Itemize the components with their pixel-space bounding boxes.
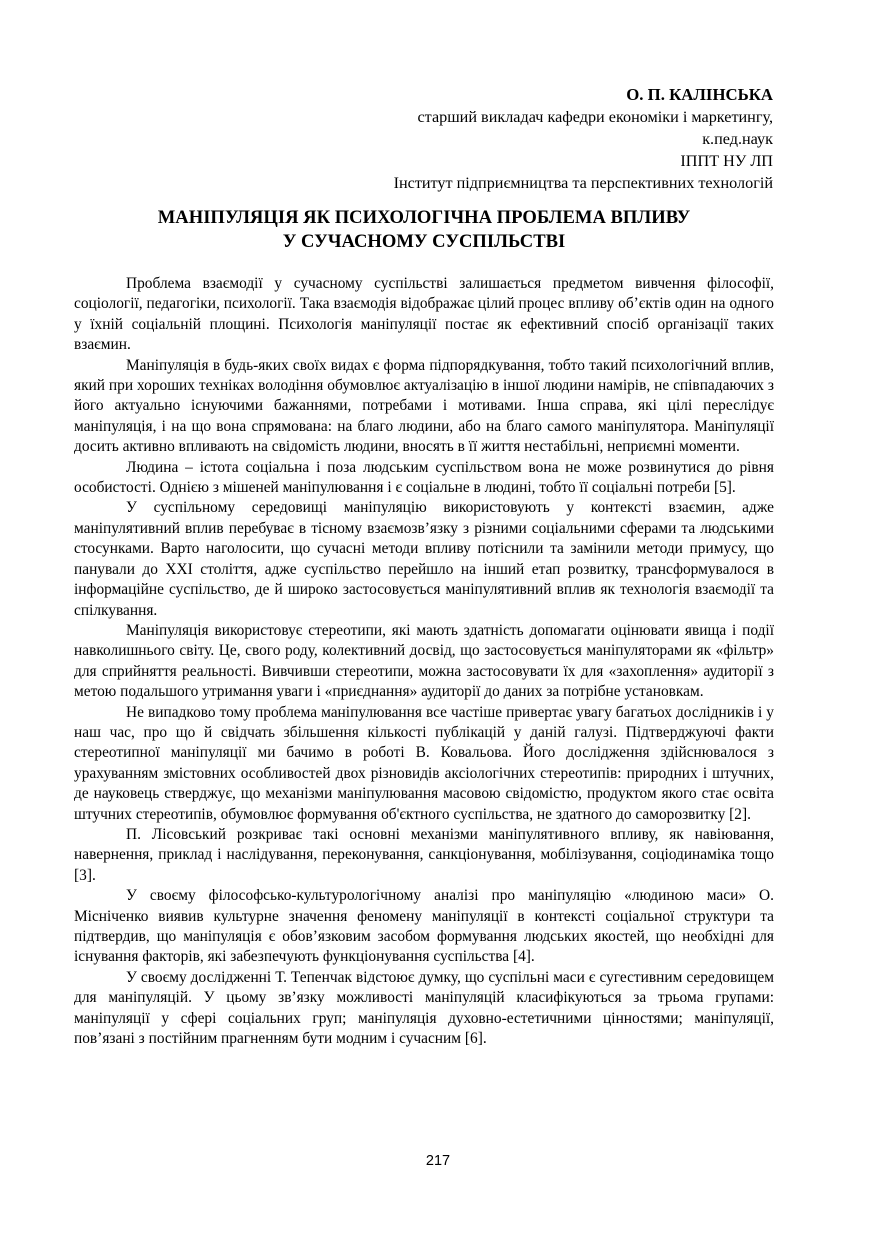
article-title-line-1: МАНІПУЛЯЦІЯ ЯК ПСИХОЛОГІЧНА ПРОБЛЕМА ВПЛИВУ: [157, 207, 691, 228]
paragraph: Людина – істота соціальна і поза людським суспільством вона не може розвинутися до рівня особистості. Однією з мішеней маніпулювання і є соціальне в людині, тобто її соціальні потреби [5].: [74, 458, 774, 497]
paragraph: Маніпуляція використовує стереотипи, які мають здатність допомагати оцінювати явища і події навколишнього світу. Це, свого роду, колективний досвід, що застосовується маніпуляторами як «фільтр» для сприйняття реальності. Вивчивши стереотипи, можна застосовувати їх для «захоплення» аудиторії з метою подальшого утримання уваги і «приєднання» аудиторії до даних за потрібне установкам.: [74, 621, 774, 701]
author-affiliation-short: ІППТ НУ ЛП: [680, 152, 773, 170]
author-position: старший викладач кафедри економіки і маркетингу,: [417, 108, 773, 126]
author-degree: к.пед.наук: [702, 130, 773, 148]
paragraph: У своєму філософсько-культурологічному аналізі про маніпуляцію «людиною маси» О. Місніченко виявив культурне значення феномену маніпуляції в контексті соціальної структури та підтвердив, що маніпуляція є обов’язковим засобом формування людських якостей, що необхідні для існування факторів, які забезпечують функціонування суспільства [4].: [74, 887, 774, 966]
paragraph: Не випадково тому проблема маніпулювання все частіше привертає увагу багатьох дослідників і у наш час, про що й свідчать збільшення кількості публікацій у даній галузі. Підтверджуючі факти стереотипної маніпуляції ми бачимо в роботі В. Ковальова. Його дослідження здійснювалося з урахуванням змістовних особливостей двох різновидів аксіологічних стереотипів: природних і штучних, де науковець стверджує, що механізми маніпулювання масовою свідомістю, продуктом якого стає освіта штучних стереотипів, обумовлює формування об'єктного суспільства, не здатного до саморозвитку [2].: [74, 703, 774, 823]
article-title-line-2: У СУЧАСНОМУ СУСПІЛЬСТВІ: [282, 231, 566, 252]
paragraph: П. Лісовський розкриває такі основні механізми маніпулятивного впливу, як навіювання, навернення, приклад і наслідування, переконування, санкціонування, мобілізування, соціодинаміка тощо [3].: [74, 825, 774, 884]
page-number: 217: [425, 1153, 451, 1169]
author-institute: Інститут підприємництва та перспективних технологій: [393, 174, 773, 192]
paragraph: Маніпуляція в будь-яких своїх видах є форма підпорядкування, тобто такий психологічний вплив, який при хороших техніках володіння обумовлює актуалізацію в іншої людини намірів, не співпадаючих з його актуально існуючими бажаннями, потребами і мотивами. Інша справа, які цілі переслідує маніпуляція, і на що вона спрямована: на благо людини, або на благо самого маніпулятора. Маніпуляції досить активно впливають на свідомість людини, вносять в її життя нестабільні, неприємні моменти.: [74, 356, 774, 456]
article-body: [74, 274, 774, 1049]
paragraph: Проблема взаємодії у сучасному суспільстві залишається предметом вивчення філософії, соціології, педагогіки, психології. Така взаємодія відображає цілий процес впливу об’єктів один на одного у їхній соціальній площині. Психологія маніпуляції постає як ефективний спосіб організації таких взаємин.: [74, 275, 774, 354]
paragraph: У своєму дослідженні Т. Тепенчак відстоює думку, що суспільні маси є сугестивним середовищем для маніпуляцій. У цьому зв’язку можливості маніпуляцій класифікуються за трьома групами: маніпуляції у сфері соціальних груп; маніпуляція духовно-естетичними цінностями; маніпуляції, пов’язані з постійним прагненням бути модним і сучасним [6].: [74, 968, 774, 1048]
article-title: [74, 206, 774, 254]
author-block: [394, 84, 773, 194]
paragraph: У суспільному середовищі маніпуляцію використовують у контексті взаємин, адже маніпулятивний вплив перебуває в тісному взаємозв’язку з різними соціальними сферами та людськими стосунками. Варто наголосити, що сучасні методи впливу потіснили та замінили методи примусу, що панували до ХХІ століття, адже суспільство перейшло на інший етап розвитку, трансформувалося в інформаційне суспільство, де й широко застосовується маніпулятивний вплив як технологія взаємодії та спілкування.: [74, 499, 774, 619]
author-name: О. П. КАЛІНСЬКА: [626, 85, 773, 104]
